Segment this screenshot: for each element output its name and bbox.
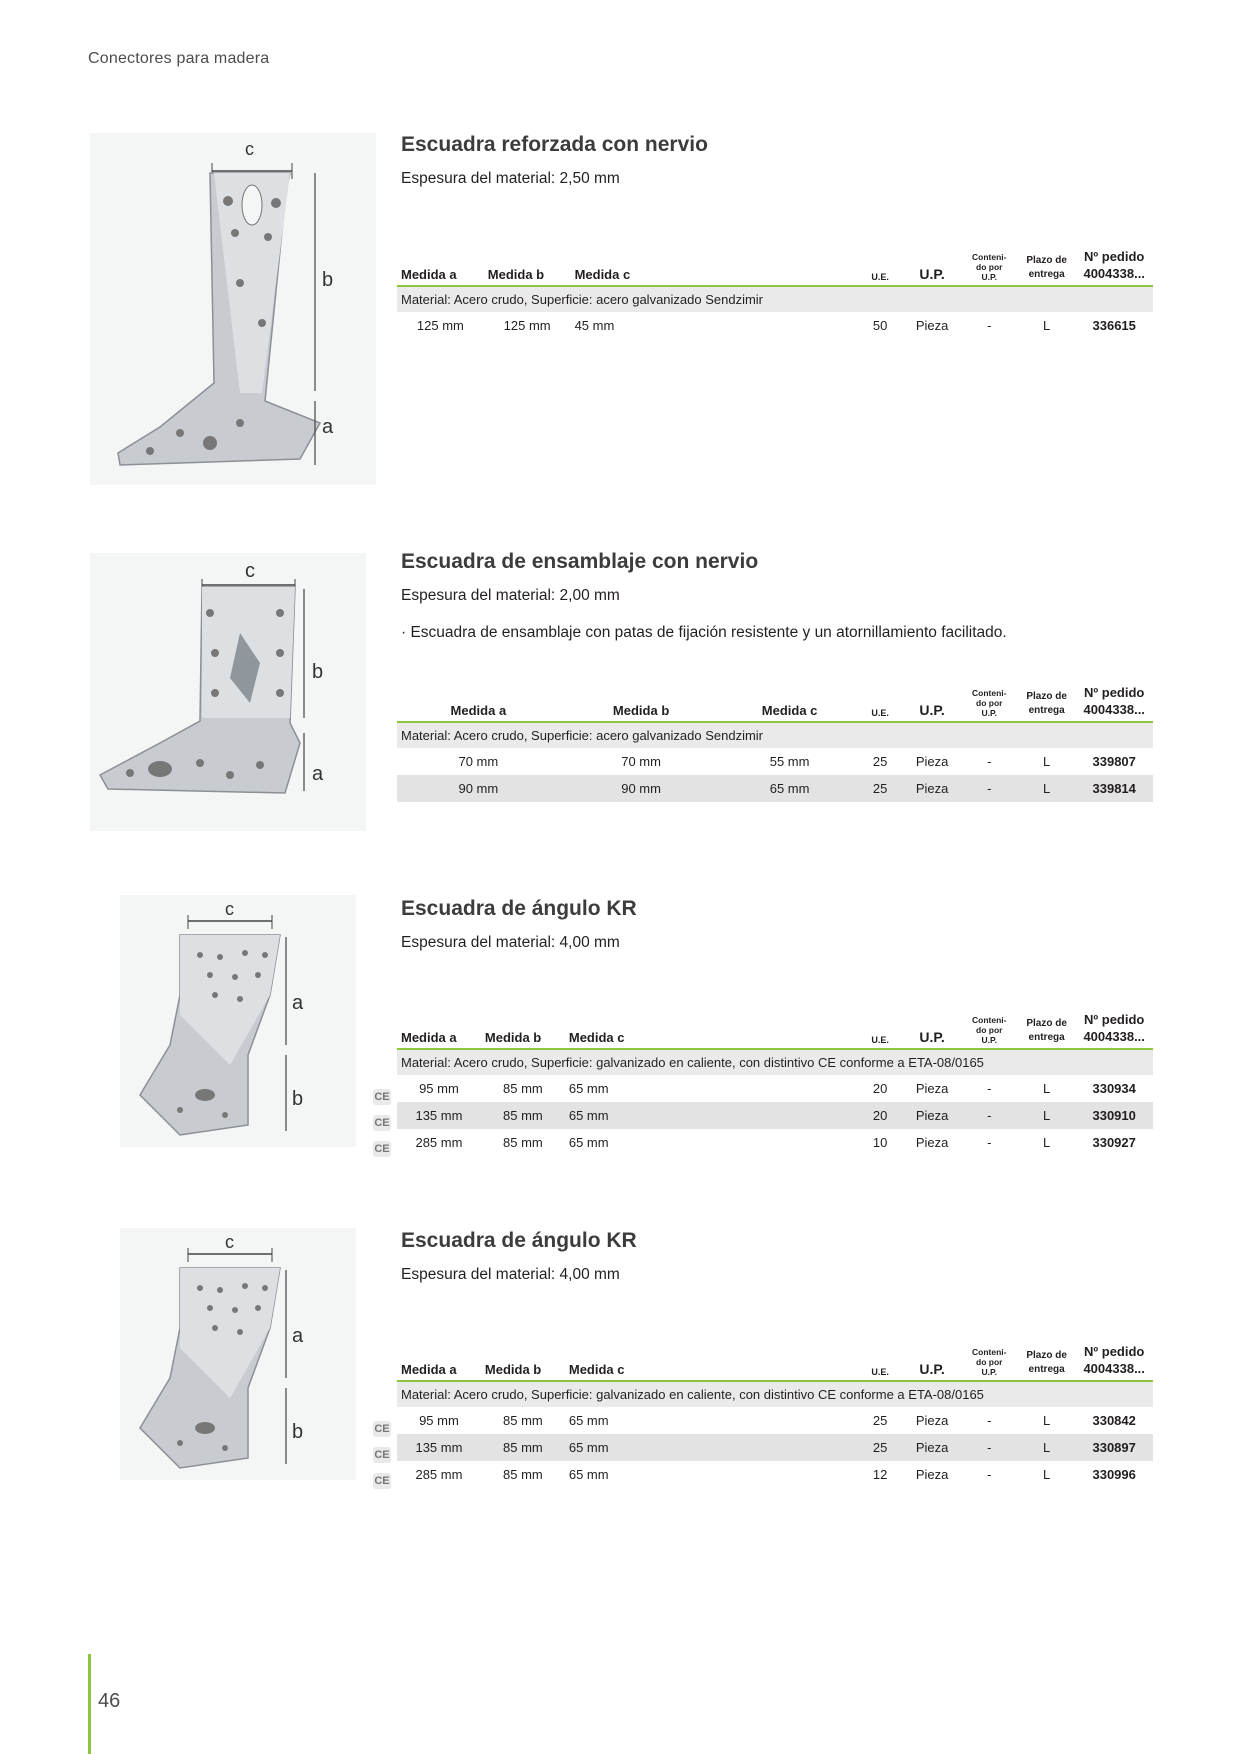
ce-mark-icon: CE bbox=[374, 1143, 390, 1155]
col-medida-c: Medida c bbox=[761, 703, 818, 718]
table-row bbox=[397, 748, 1153, 775]
ce-mark-icon: CE bbox=[374, 1117, 390, 1129]
cell-plazo: L bbox=[1043, 1135, 1051, 1150]
col-medida-c: Medida c bbox=[568, 1362, 625, 1377]
ce-mark-icon: CE bbox=[374, 1423, 390, 1435]
cell-contenido: - bbox=[987, 1413, 992, 1428]
cell-pedido: 330927 bbox=[1092, 1135, 1136, 1150]
col-medida-c: Medida c bbox=[568, 1030, 625, 1045]
cell-medida-b: 85 mm bbox=[503, 1135, 543, 1150]
cell-pedido: 330996 bbox=[1092, 1467, 1136, 1482]
dim-label-b: b bbox=[312, 661, 324, 683]
cell-medida-a: 135 mm bbox=[397, 1102, 481, 1129]
product-thickness: Espesura del material: 2,50 mm bbox=[401, 170, 620, 187]
col-contenido-line1: Conteni- bbox=[972, 1015, 1007, 1025]
col-up: U.P. bbox=[919, 1029, 945, 1045]
cell-ue: 20 bbox=[872, 1081, 888, 1096]
table-header bbox=[397, 248, 1153, 286]
spec-table bbox=[397, 1011, 1153, 1156]
cell-contenido: - bbox=[987, 1135, 992, 1150]
dim-label-c: c bbox=[245, 560, 255, 582]
cell-plazo: L bbox=[1043, 318, 1051, 333]
col-medida-c: Medida c bbox=[574, 267, 631, 282]
col-pedido-line1: Nº pedido bbox=[1084, 1344, 1145, 1359]
table-row bbox=[397, 1129, 1153, 1156]
cell-contenido: - bbox=[987, 1081, 992, 1096]
cell-contenido: - bbox=[961, 1434, 1018, 1461]
cell-medida-c: 65 mm bbox=[568, 1081, 609, 1096]
col-pedido-line2: 4004338... bbox=[1083, 1361, 1145, 1376]
bullet-dot: · bbox=[401, 624, 411, 641]
cell-medida-c: 65 mm bbox=[565, 1102, 857, 1129]
cell-pedido: 339814 bbox=[1075, 775, 1153, 802]
cell-plazo: L bbox=[1018, 775, 1076, 802]
cell-medida-b: 85 mm bbox=[503, 1413, 543, 1428]
cell-medida-c: 65 mm bbox=[568, 1135, 609, 1150]
col-pedido-line1: Nº pedido bbox=[1084, 1012, 1145, 1027]
col-medida-b: Medida b bbox=[487, 267, 545, 282]
col-plazo-line2: entrega bbox=[1028, 269, 1065, 280]
cell-ue: 50 bbox=[872, 318, 888, 333]
cell-pedido: 330897 bbox=[1075, 1434, 1153, 1461]
product-4-image bbox=[120, 1228, 356, 1480]
cell-plazo: L bbox=[1043, 1467, 1051, 1482]
col-pedido-line2: 4004338... bbox=[1083, 266, 1145, 281]
running-head: Conectores para madera bbox=[88, 50, 270, 67]
col-ue: U.E. bbox=[871, 1035, 889, 1045]
cell-up: Pieza bbox=[915, 754, 949, 769]
col-pedido-line2: 4004338... bbox=[1083, 1029, 1145, 1044]
cell-medida-c: 65 mm bbox=[568, 1467, 609, 1482]
product-thickness: Espesura del material: 2,00 mm bbox=[401, 587, 620, 604]
col-plazo-line1: Plazo de bbox=[1026, 255, 1067, 266]
material-row: Material: Acero crudo, Superficie: galvanizado en caliente, con distintivo CE conforme a ETA-08/0165 bbox=[397, 1381, 1153, 1407]
cell-ue: 25 bbox=[857, 1434, 904, 1461]
feature-bullet bbox=[401, 624, 1007, 642]
col-contenido-line3: U.P. bbox=[981, 272, 997, 282]
cell-medida-b: 85 mm bbox=[481, 1434, 565, 1461]
table-row bbox=[397, 1407, 1153, 1434]
cell-medida-a: 95 mm bbox=[419, 1081, 459, 1096]
col-medida-b: Medida b bbox=[484, 1362, 542, 1377]
dim-label-a: a bbox=[292, 1325, 304, 1347]
col-contenido-line3: U.P. bbox=[981, 1035, 997, 1045]
col-ue: U.E. bbox=[871, 708, 889, 718]
cell-medida-b: 85 mm bbox=[481, 1102, 565, 1129]
dim-label-c: c bbox=[225, 1232, 234, 1252]
col-plazo-line1: Plazo de bbox=[1026, 691, 1067, 702]
dim-label-b: b bbox=[292, 1088, 304, 1110]
cell-medida-c: 65 mm bbox=[722, 775, 856, 802]
col-contenido-line2: do por bbox=[976, 698, 1003, 708]
dim-label-a: a bbox=[312, 763, 324, 785]
product-3-image bbox=[120, 895, 356, 1147]
col-plazo-line2: entrega bbox=[1028, 1364, 1065, 1375]
col-contenido bbox=[961, 1343, 1018, 1381]
cell-contenido: - bbox=[961, 1102, 1018, 1129]
col-medida-a: Medida a bbox=[401, 1362, 457, 1377]
cell-contenido: - bbox=[987, 1467, 992, 1482]
table-row bbox=[397, 1075, 1153, 1102]
cell-ue: 10 bbox=[872, 1135, 888, 1150]
material-row: Material: Acero crudo, Superficie: acero galvanizado Sendzimir bbox=[397, 722, 1153, 748]
col-plazo-line2: entrega bbox=[1028, 705, 1065, 716]
col-medida-a: Medida a bbox=[450, 703, 507, 718]
cell-medida-a: 90 mm bbox=[397, 775, 560, 802]
product-1-image bbox=[90, 133, 376, 485]
dim-label-c: c bbox=[245, 139, 254, 159]
cell-plazo: L bbox=[1043, 1413, 1051, 1428]
product-2-image bbox=[90, 553, 366, 831]
material-row: Material: Acero crudo, Superficie: acero galvanizado Sendzimir bbox=[397, 286, 1153, 312]
cell-medida-a: 70 mm bbox=[458, 754, 499, 769]
table-row bbox=[397, 775, 1153, 802]
table-row bbox=[397, 1102, 1153, 1129]
cell-up: Pieza bbox=[915, 1081, 949, 1096]
col-plazo bbox=[1018, 1343, 1076, 1381]
col-contenido bbox=[961, 1011, 1018, 1049]
col-pedido-line1: Nº pedido bbox=[1084, 249, 1145, 264]
col-contenido-line2: do por bbox=[976, 1025, 1003, 1035]
cell-medida-c: 65 mm bbox=[568, 1413, 609, 1428]
product-title: Escuadra de ángulo KR bbox=[401, 1229, 637, 1252]
col-medida-b: Medida b bbox=[484, 1030, 542, 1045]
cell-medida-a: 135 mm bbox=[397, 1434, 481, 1461]
col-up: U.P. bbox=[919, 266, 945, 282]
cell-medida-b: 85 mm bbox=[503, 1081, 543, 1096]
table-header bbox=[397, 1011, 1153, 1049]
col-pedido bbox=[1075, 684, 1153, 722]
cell-pedido: 336615 bbox=[1092, 318, 1136, 333]
dim-label-c: c bbox=[225, 899, 234, 919]
col-plazo bbox=[1018, 684, 1076, 722]
col-plazo bbox=[1018, 248, 1076, 286]
col-contenido-line2: do por bbox=[976, 1357, 1003, 1367]
cell-medida-b: 85 mm bbox=[503, 1467, 543, 1482]
page-number-rule bbox=[88, 1654, 91, 1754]
cell-contenido: - bbox=[987, 754, 992, 769]
cell-contenido: - bbox=[961, 775, 1018, 802]
col-plazo bbox=[1018, 1011, 1076, 1049]
table-header bbox=[397, 1343, 1153, 1381]
col-pedido-line2: 4004338... bbox=[1083, 702, 1145, 717]
cell-up: Pieza bbox=[904, 1102, 961, 1129]
cell-up: Pieza bbox=[904, 1434, 961, 1461]
cell-medida-b: 125 mm bbox=[503, 318, 551, 333]
col-contenido bbox=[961, 684, 1018, 722]
ce-mark-icon: CE bbox=[374, 1475, 390, 1487]
col-contenido-line3: U.P. bbox=[981, 1367, 997, 1377]
cell-ue: 25 bbox=[872, 754, 888, 769]
cell-medida-a: 285 mm bbox=[415, 1135, 463, 1150]
ce-mark-icon: CE bbox=[374, 1091, 390, 1103]
cell-up: Pieza bbox=[904, 775, 961, 802]
col-contenido-line2: do por bbox=[976, 262, 1003, 272]
cell-medida-a: 285 mm bbox=[415, 1467, 463, 1482]
col-up: U.P. bbox=[919, 702, 945, 718]
col-pedido bbox=[1075, 1343, 1153, 1381]
bullet-text: Escuadra de ensamblaje con patas de fijación resistente y un atornillamiento facilitado. bbox=[410, 624, 1007, 641]
cell-pedido: 339807 bbox=[1092, 754, 1136, 769]
col-contenido-line1: Conteni- bbox=[972, 252, 1007, 262]
col-contenido-line3: U.P. bbox=[981, 708, 997, 718]
cell-plazo: L bbox=[1043, 1081, 1051, 1096]
col-ue: U.E. bbox=[871, 272, 889, 282]
col-contenido-line1: Conteni- bbox=[972, 688, 1007, 698]
col-plazo-line1: Plazo de bbox=[1026, 1018, 1067, 1029]
cell-plazo: L bbox=[1043, 754, 1051, 769]
table-row bbox=[397, 1434, 1153, 1461]
ce-mark-icon: CE bbox=[374, 1449, 390, 1461]
cell-pedido: 330910 bbox=[1075, 1102, 1153, 1129]
cell-medida-c: 45 mm bbox=[574, 318, 615, 333]
spec-table bbox=[397, 684, 1153, 802]
product-title: Escuadra reforzada con nervio bbox=[401, 133, 708, 156]
col-plazo-line1: Plazo de bbox=[1026, 1350, 1067, 1361]
spec-table bbox=[397, 248, 1153, 339]
cell-ue: 20 bbox=[857, 1102, 904, 1129]
col-pedido bbox=[1075, 1011, 1153, 1049]
dim-label-a: a bbox=[322, 416, 334, 438]
spec-table bbox=[397, 1343, 1153, 1488]
cell-ue: 25 bbox=[872, 1413, 888, 1428]
product-thickness: Espesura del material: 4,00 mm bbox=[401, 934, 620, 951]
cell-up: Pieza bbox=[915, 318, 949, 333]
product-title: Escuadra de ensamblaje con nervio bbox=[401, 550, 759, 573]
cell-medida-a: 125 mm bbox=[416, 318, 464, 333]
page-number: 46 bbox=[98, 1690, 121, 1712]
col-plazo-line2: entrega bbox=[1028, 1032, 1065, 1043]
col-contenido-line1: Conteni- bbox=[972, 1347, 1007, 1357]
cell-medida-c: 65 mm bbox=[565, 1434, 857, 1461]
col-medida-b: Medida b bbox=[612, 703, 670, 718]
table-row bbox=[397, 1461, 1153, 1488]
col-medida-a: Medida a bbox=[401, 1030, 457, 1045]
col-ue: U.E. bbox=[871, 1367, 889, 1377]
dim-label-b: b bbox=[322, 269, 334, 291]
material-row: Material: Acero crudo, Superficie: galvanizado en caliente, con distintivo CE conforme a ETA-08/0165 bbox=[397, 1049, 1153, 1075]
cell-up: Pieza bbox=[915, 1135, 949, 1150]
cell-contenido: - bbox=[987, 318, 992, 333]
cell-medida-b: 90 mm bbox=[560, 775, 723, 802]
cell-medida-b: 70 mm bbox=[621, 754, 661, 769]
cell-up: Pieza bbox=[915, 1413, 949, 1428]
cell-medida-c: 55 mm bbox=[769, 754, 810, 769]
product-thickness: Espesura del material: 4,00 mm bbox=[401, 1266, 620, 1283]
dim-label-b: b bbox=[292, 1421, 304, 1443]
cell-pedido: 330934 bbox=[1092, 1081, 1136, 1096]
col-pedido bbox=[1075, 248, 1153, 286]
col-pedido-line1: Nº pedido bbox=[1084, 685, 1145, 700]
cell-ue: 12 bbox=[872, 1467, 888, 1482]
col-contenido bbox=[961, 248, 1018, 286]
cell-plazo: L bbox=[1018, 1434, 1076, 1461]
table-header bbox=[397, 684, 1153, 722]
table-row bbox=[397, 312, 1153, 339]
dim-label-a: a bbox=[292, 992, 304, 1014]
cell-up: Pieza bbox=[915, 1467, 949, 1482]
product-title: Escuadra de ángulo KR bbox=[401, 897, 637, 920]
cell-pedido: 330842 bbox=[1092, 1413, 1136, 1428]
cell-medida-a: 95 mm bbox=[419, 1413, 459, 1428]
col-medida-a: Medida a bbox=[401, 267, 457, 282]
col-up: U.P. bbox=[919, 1361, 945, 1377]
cell-plazo: L bbox=[1018, 1102, 1076, 1129]
cell-ue: 25 bbox=[857, 775, 904, 802]
